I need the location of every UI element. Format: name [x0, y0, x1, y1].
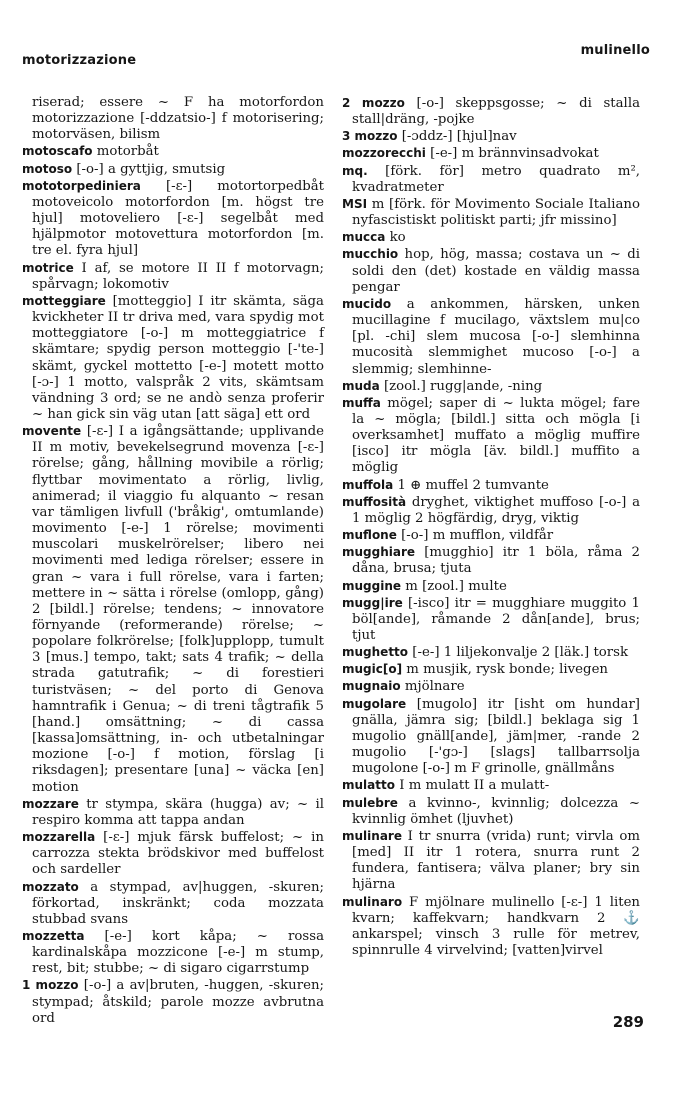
headword: mulebre	[342, 795, 398, 810]
definition: dryghet, viktighet muffoso [-o-] a 1 möglig 2 högfärdig, dryg, viktig	[352, 494, 640, 526]
dictionary-entry	[22, 95, 324, 143]
definition: m [förk. för Movimento Sociale Italiano nyfascistiskt politiskt parti; jfr missino]	[352, 196, 640, 229]
dictionary-entry	[342, 644, 640, 661]
headword: mugg|ire	[342, 595, 403, 610]
dictionary-entry	[342, 163, 640, 196]
dictionary-entry	[342, 145, 640, 162]
headword: 3 mozzo	[342, 129, 398, 144]
dictionary-entry	[22, 879, 324, 928]
left-guide-word: motorizzazione	[22, 53, 137, 68]
dictionary-entry	[22, 161, 324, 178]
headword: mucca	[342, 230, 386, 245]
headword: mulatto	[342, 778, 395, 793]
dictionary-entry	[342, 544, 640, 577]
right-column	[342, 95, 640, 959]
definition: F mjölnare mulinello [-ɛ-] 1 liten kvarn; kaffekvarn; handkvarn 2 ⚓ ankarspel; vinsch 3 rulle för metrev, spinnrulle 4 virvelvind; [vatten]virvel	[352, 894, 640, 958]
dictionary-entry	[342, 678, 640, 695]
headword: mugic[o]	[342, 662, 403, 677]
dictionary-entry	[342, 527, 640, 544]
dictionary-entry	[22, 829, 324, 878]
dictionary-entry	[22, 260, 324, 293]
right-guide-word: mulinello	[580, 43, 650, 58]
definition: [mugghio] itr 1 böla, råma 2 dåna, brusa; tjuta	[352, 545, 640, 577]
dictionary-entry	[342, 229, 640, 246]
dictionary-entry	[342, 494, 640, 527]
dictionary-entry	[342, 128, 640, 145]
headword: 2 mozzo	[342, 96, 405, 110]
dictionary-entry	[22, 293, 324, 423]
definition: I tr snurra (vrida) runt; virvla om [med] II itr 1 rotera, snurra runt 2 fundera, fantisera; välva planer; bry sin hjärna	[352, 828, 640, 893]
headword: mozzetta	[22, 928, 85, 943]
definition: [mugolo] itr [isht om hundar] gnälla, jämra sig; [bildl.] beklaga sig 1 mugolio gnäll[ande], jäm|mer, -rande 2 mugolio [-'gɔ-] [slags] tallbarrsolja mugolone [-o-] m F grinolle, gnällmåns	[352, 696, 640, 777]
definition: [-e-] 1 liljekonvalje 2 [läk.] torsk	[408, 645, 629, 661]
definition: a kvinno-, kvinnlig; dolcezza ~ kvinnlig ömhet (ljuvhet)	[352, 795, 640, 827]
headword: muffa	[342, 395, 381, 410]
definition: riserad; essere ~ F ha motorfordon motorizzazione [-ddzatsio-] f motorisering; motorväsen, bilism	[32, 95, 324, 143]
headword: motrice	[22, 260, 74, 275]
headword: mozzarella	[22, 830, 96, 845]
definition: a stympad, av|huggen, -skuren; förkortad, inskränkt; coda mozzata stubbad svans	[32, 879, 324, 927]
headword: motoscafo	[22, 144, 93, 159]
dictionary-entry	[342, 661, 640, 678]
definition: [zool.] rugg|ande, -ning	[379, 378, 543, 394]
headword: muggine	[342, 578, 402, 593]
dictionary-entry	[22, 928, 324, 977]
definition: [-ɔddz-] [hjul]nav	[397, 129, 517, 145]
headword: mq.	[342, 163, 368, 178]
dictionary-entry	[342, 296, 640, 378]
definition: [-e-] kort kåpa; ~ rossa kardinalskåpa mozzicone [-e-] m stump, rest, bit; stubbe; ~ di sigaro cigarrstump	[32, 928, 324, 977]
headword: movente	[22, 424, 82, 439]
dictionary-entry	[342, 578, 640, 595]
left-column	[22, 95, 324, 1027]
headword: mugolare	[342, 696, 407, 711]
definition: m [zool.] multe	[401, 578, 507, 594]
definition: [-e-] m brännvinsadvokat	[425, 146, 599, 162]
definition: 1 ⊕ muffel 2 tumvante	[393, 477, 549, 493]
dictionary-entry	[342, 777, 640, 794]
dictionary-entry	[22, 423, 324, 796]
dictionary-entry	[342, 95, 640, 128]
dictionary-entry	[342, 595, 640, 644]
headword: mugghiare	[342, 545, 416, 560]
headword: mozzorecchi	[342, 146, 426, 161]
definition: mögel; saper di ~ lukta mögel; fare la ~ mögla; [bildl.] sitta och mögla [i overksamhet] muffato a möglig muffire [isco] itr mögla [äv. bildl.] muffito a möglig	[352, 395, 640, 476]
headword: mucchio	[342, 247, 399, 262]
definition: ko	[385, 230, 406, 246]
dictionary-entry	[342, 894, 640, 960]
definition: I m mulatt II a mulatt-	[394, 778, 550, 794]
dictionary-entry	[342, 696, 640, 778]
dictionary-entry	[22, 977, 324, 1026]
definition: [-ɛ-] mjuk färsk buffelost; ~ in carrozza stekta brödskivor med buffelost och sardeller	[32, 830, 324, 878]
dictionary-entry	[342, 378, 640, 395]
definition: m musjik, rysk bonde; livegen	[402, 662, 608, 678]
dictionary-entry	[342, 395, 640, 477]
headword: mulinaro	[342, 894, 403, 909]
dictionary-entry	[342, 477, 640, 494]
headword: MSI	[342, 196, 368, 211]
headword: muflone	[342, 528, 397, 543]
headword: muffosità	[342, 494, 407, 509]
definition: tr stympa, skära (hugga) av; ~ il respiro komma att tappa andan	[32, 796, 324, 828]
page-number: 289	[612, 1013, 644, 1031]
dictionary-entry	[22, 143, 324, 160]
definition: [-o-] a av|bruten, -huggen, -skuren; stympad; åtskild; parole mozze avbrutna ord	[32, 978, 324, 1026]
dictionary-entry	[342, 795, 640, 828]
definition: a ankommen, härsken, unken mucillagine f mucilago, växtslem mu|co [pl. -chi] slem mucosa [-o-] slemhinna mucosità slemmighet mucoso [-o-] a slemmig; slemhinne-	[352, 296, 640, 377]
definition: [-o-] skeppsgosse; ~ di stalla stall|dräng, -pojke	[352, 96, 640, 128]
dictionary-entry	[342, 246, 640, 295]
dictionary-entry	[342, 196, 640, 229]
definition: hop, hög, massa; costava un ~ di soldi den (det) kostade en väldig massa pengar	[352, 247, 640, 295]
definition: [förk. för] metro quadrato m², kvadratmeter	[352, 163, 640, 195]
definition: motorbåt	[92, 144, 159, 160]
headword: mucido	[342, 296, 392, 311]
definition: mjölnare	[400, 679, 465, 695]
definition: [-o-] a gyttjig, smutsig	[72, 161, 226, 177]
headword: mototorpediniera	[22, 178, 141, 193]
dictionary-entry	[22, 796, 324, 829]
definition: I af, se motore II II f motorvagn; spårvagn; lokomotiv	[32, 260, 324, 292]
headword: mozzare	[22, 796, 79, 811]
headword: mulinare	[342, 828, 402, 843]
headword: 1 mozzo	[22, 978, 79, 993]
headword: mozzato	[22, 879, 79, 894]
headword: mugnaio	[342, 679, 401, 694]
headword: mughetto	[342, 645, 409, 660]
definition: [motteggio] I itr skämta, säga kvickheter II tr driva med, vara spydig mot motteggiatore [-o-] m motteggiatrice f skämtare; spydig person motteggio [-'te-] skämt, gyckel mottetto [-e-] motett motto [-ɔ-] 1 motto, valspråk 2 vits, skämtsam vändning 3 ord; se ne andò senza proferir ~ han gick sin väg utan [att säga] ett ord	[32, 293, 324, 422]
definition: [-ɛ-] motortorpedbåt motoveicolo motorfordon [m. högst tre hjul] motoveliero [-ɛ-] segelbåt med hjälpmotor motovettura motorfordon [m. tre el. fyra hjul]	[32, 178, 324, 259]
definition: [-isco] itr = mugghiare muggito 1 böl[ande], råmande 2 dån[ande], brus; tjut	[352, 595, 640, 643]
dictionary-entry	[22, 178, 324, 260]
headword: motoso	[22, 161, 73, 176]
definition: [-o-] m mufflon, vildfår	[396, 528, 554, 544]
headword: muda	[342, 378, 380, 393]
headword: muffola	[342, 477, 394, 492]
headword: motteggiare	[22, 293, 106, 308]
dictionary-entry	[342, 828, 640, 894]
definition: [-ɛ-] I a igångsättande; upplivande II m motiv, bevekelsegrund movenza [-ɛ-] rörelse; gång, hållning movibile a rörlig; flyttbar movimentato a rörlig, livlig, animerad; il viaggio fu alquanto ~ resan var tämligen livfull ('bråkig', omtumlande) movimento [-e-] 1 rörelse; movimenti muscolari muskelrörelser; libero nei movimenti med lediga rörelser; essere in gran ~ vara i full rörelse, vara i farten; mettere in ~ sätta i rörelse (omlopp, gång) 2 [bildl.] rörelse; tendens; ~ innovatore förnyande (reformerande) rörelse; ~ popolare folkrörelse; [folk]upplopp, tumult 3 [mus.] tempo, takt; sats 4 trafik; ~ della strada gatutrafik; ~ di forestieri turistväsen; ~ del porto di Genova hamntrafik i Genua; ~ di treni tågtrafik 5 [hand.] omsättning; ~ di cassa [kassa]omsättning, in- och utbetalningar mozione [-o-] f motion, förslag [i riksdagen]; presentare [una] ~ väcka [en] motion	[32, 424, 324, 795]
